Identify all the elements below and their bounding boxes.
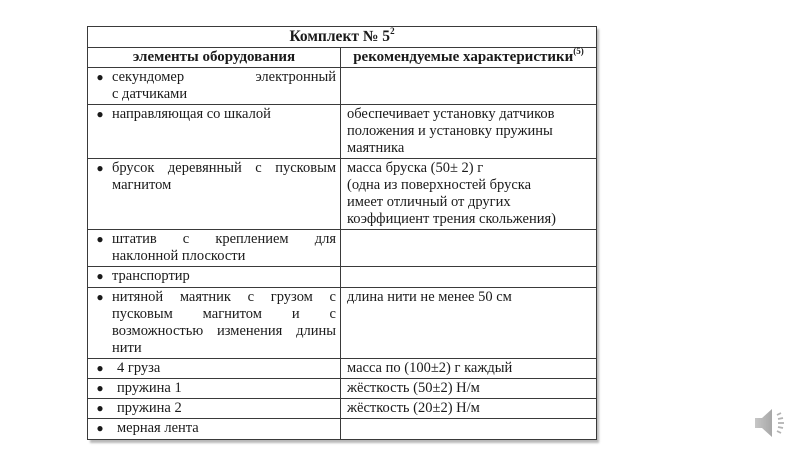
characteristic-text: (одна из поверхностей бруска имеет отличный от других коэффициент трения скольжения) [347, 177, 556, 227]
item-text: 4 груза [117, 360, 161, 376]
item-text: транспортир [112, 268, 190, 284]
characteristic-cell [341, 359, 597, 379]
characteristic-cell [341, 419, 597, 440]
characteristic-cell [341, 68, 597, 105]
item-cell [88, 288, 341, 359]
item-cell [88, 399, 341, 419]
item-cell [88, 359, 341, 379]
table-row [88, 68, 597, 105]
table-row [88, 230, 597, 267]
header-equipment [88, 48, 341, 68]
bullet-icon: ● [96, 107, 104, 121]
item-text: пружина 1 [117, 380, 182, 396]
bullet-icon: ● [96, 401, 104, 415]
characteristic-text [341, 68, 596, 70]
item-text: штатив с креплением для наклонной плоскости [112, 231, 336, 264]
table-row [88, 159, 597, 230]
item-text: пружина 2 [117, 400, 182, 416]
table-row [88, 359, 597, 379]
item-cell [88, 379, 341, 399]
table-row [88, 288, 597, 359]
table-header-row [88, 48, 597, 68]
item-cell [88, 159, 341, 230]
characteristic-text [341, 267, 596, 269]
characteristic-text: масса бруска (50± 2) г [347, 160, 484, 176]
table-row [88, 267, 597, 288]
bullet-icon: ● [96, 70, 104, 84]
bullet-icon: ● [96, 361, 104, 375]
item-cell [88, 68, 341, 105]
table-title [88, 27, 597, 48]
item-cell [88, 230, 341, 267]
characteristic-text: жёсткость (20±2) Н/м [347, 400, 480, 416]
characteristic-text: жёсткость (50±2) Н/м [347, 380, 480, 396]
characteristic-cell [341, 379, 597, 399]
characteristic-cell [341, 105, 597, 159]
title-superscript: 2 [390, 25, 395, 36]
header-characteristics-text: рекомендуемые характеристики [353, 49, 574, 65]
bullet-icon: ● [96, 381, 104, 395]
item-text: с датчиками [112, 86, 188, 102]
characteristic-cell [341, 230, 597, 267]
equipment-table-container [87, 26, 596, 440]
characteristic-text [341, 230, 596, 232]
table-row [88, 379, 597, 399]
speaker-icon[interactable] [752, 405, 792, 441]
bullet-icon: ● [96, 161, 104, 175]
characteristic-cell [341, 399, 597, 419]
item-text: нитяной маятник с грузом с пусковым магнитом и с возможностью изменения длины нити [112, 289, 336, 356]
table-title-text: Комплект № 5 [289, 28, 391, 45]
table-title-row [88, 27, 597, 48]
table-row [88, 399, 597, 419]
characteristic-text [341, 419, 596, 421]
header-characteristics [341, 48, 597, 68]
equipment-table [87, 26, 597, 440]
bullet-icon: ● [96, 421, 104, 435]
item-cell [88, 105, 341, 159]
item-text: секундомер [112, 69, 185, 85]
table-row [88, 419, 597, 440]
characteristic-cell [341, 159, 597, 230]
bullet-icon: ● [96, 269, 104, 283]
table-row [88, 105, 597, 159]
bullet-icon: ● [96, 232, 104, 246]
characteristic-cell [341, 267, 597, 288]
item-text: брусок деревянный с пусковым магнитом [112, 160, 336, 193]
characteristic-cell [341, 288, 597, 359]
characteristic-text: длина нити не менее 50 см [347, 289, 512, 305]
characteristic-text: масса по (100±2) г каждый [347, 360, 513, 376]
item-text: электронный [255, 69, 336, 85]
item-cell [88, 267, 341, 288]
characteristic-text: обеспечивает установку датчиков положения и установку пружины маятника [347, 106, 555, 156]
item-cell [88, 419, 341, 440]
header-superscript: (5) [573, 46, 584, 56]
item-text: направляющая со шкалой [112, 106, 271, 122]
header-equipment-text: элементы оборудования [132, 49, 296, 65]
item-text: мерная лента [117, 420, 199, 436]
bullet-icon: ● [96, 290, 104, 304]
